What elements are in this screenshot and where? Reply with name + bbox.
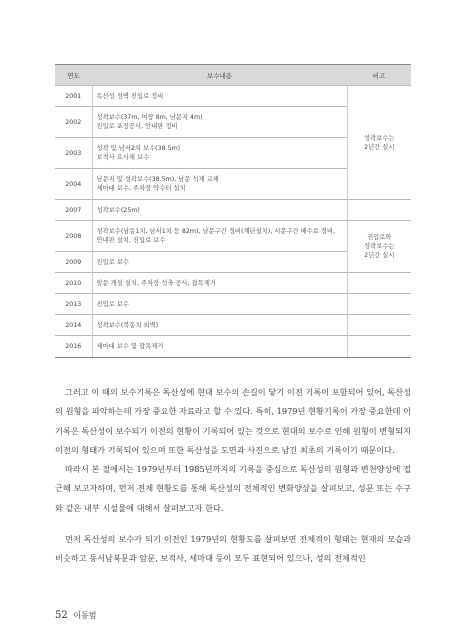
row-content-line: 성곽보수(남동1치, 남서1치 등 82m), 남문구간 정비(계단설치), 서문구간 배수로 정비, 안내판 설치, 진입로 보수 xyxy=(96,228,335,244)
row-content-line: 암문 개설 설치, 주차장 석축 공사, 잡목제거 xyxy=(96,279,216,287)
row-content xyxy=(92,221,347,252)
header-remark: 비고 xyxy=(347,65,411,86)
row-content-line: 세마대 보수 및 잡목제거 xyxy=(96,342,164,350)
header-content: 보수내용 xyxy=(92,65,347,86)
row-content xyxy=(92,107,347,138)
remark-line: 2년간 실시 xyxy=(364,143,395,151)
row-content-line: 성곽보수(37m, 여장 8m, 남문지 4m) xyxy=(96,114,203,121)
header-year: 연도 xyxy=(55,65,92,86)
page-footer xyxy=(55,610,96,621)
row-content xyxy=(92,86,347,107)
row-content xyxy=(92,294,347,315)
row-remark xyxy=(347,315,411,336)
table-row xyxy=(55,200,411,221)
row-remark xyxy=(347,336,411,357)
paragraph: 그러고 이 때의 보수기록은 독산성에 현대 보수의 손길이 닿기 이전 기록이 포함되어 있어, 독산성의 원형을 파악하는데 가장 중요한 자료라고 할 수 있다. 특히, 1979년 현황기록이 가장 중요한데 이 기록은 독산성이 보수되기 이전의 현황이 기록되어 있는 것으로 현대의 보수로 인해 원형이 변형되지 이전의 형태가 기록되어 있으며 또한 독산성을 도면과 사진으로 남긴 최초의 기록이기 때문이다. xyxy=(55,387,411,455)
row-content-line: 진입로 포장공사, 안내판 정비 xyxy=(96,123,178,130)
repair-history-table xyxy=(55,65,411,357)
row-content-line: 진입로 보수 xyxy=(96,300,129,308)
row-year: 2008 xyxy=(55,221,92,252)
row-year: 2001 xyxy=(55,86,92,107)
remark-line: 진입로와 xyxy=(367,234,392,241)
row-year: 2016 xyxy=(55,336,92,357)
remark-line: 성곽보수는 xyxy=(364,243,395,250)
row-year: 2014 xyxy=(55,315,92,336)
page-number: 52 xyxy=(55,610,68,621)
remark-line: 2년간 실시 xyxy=(364,252,395,259)
table-row xyxy=(55,315,411,336)
row-year: 2009 xyxy=(55,252,92,273)
row-content-line: 세마대 보수, 주차장 약수터 설치 xyxy=(96,185,186,192)
row-content xyxy=(92,315,347,336)
row-content-line: 성곽보수(북동치 외벽) xyxy=(96,321,159,329)
table-row xyxy=(55,221,411,252)
row-remark xyxy=(347,86,411,200)
row-content xyxy=(92,200,347,221)
paragraph: 먼저 독산성의 보수가 되기 이전인 1979년의 현황도를 살펴보면 전체적이 형태는 현재의 모습과 비슷하고 동서남북문과 암문, 보적사, 세마대 등이 모두 표현되어 있으나, 성의 전체적인 xyxy=(55,534,411,564)
author-name: 이동범 xyxy=(73,611,97,620)
row-content-line: 성곽 및 남서2치 보수(38.5m) xyxy=(96,145,181,152)
table-row xyxy=(55,86,411,107)
row-content xyxy=(92,138,347,169)
paragraph: 따라서 본 절에서는 1979년부터 1985년까지의 기록을 중심으로 독산성의 원형과 변천양상에 접근해 보고자하며, 먼저 전체 현황도를 통해 독산성의 전체적인 변화양상을 살펴보고, 성문 또는 수구와 같은 내부 시설물에 대해서 살펴보고자 한다. xyxy=(55,464,411,513)
row-content-line: 진입로 보수 xyxy=(96,258,129,266)
table-row xyxy=(55,273,411,294)
row-content xyxy=(92,252,347,273)
remark-line: 성곽보수는 xyxy=(364,134,395,142)
row-year: 2007 xyxy=(55,200,92,221)
row-content xyxy=(92,336,347,357)
table-header-row xyxy=(55,65,411,86)
row-remark xyxy=(347,200,411,221)
row-remark xyxy=(347,273,411,294)
row-year: 2002 xyxy=(55,107,92,138)
row-content xyxy=(92,169,347,200)
row-content-line: 독산성 성벽 진입로 정비 xyxy=(96,92,164,100)
row-year: 2004 xyxy=(55,169,92,200)
row-remark xyxy=(347,221,411,273)
row-content-line: 성곽보수(25m) xyxy=(96,206,140,214)
table-row xyxy=(55,294,411,315)
row-content-line: 보적사 요사채 보수 xyxy=(96,154,150,161)
body-text xyxy=(55,383,411,569)
repair-history-table-wrapper xyxy=(55,64,411,358)
row-year: 2013 xyxy=(55,294,92,315)
row-content-line: 남문지 및 성곽보수(38.5m), 남문 석재 교체 xyxy=(96,176,219,183)
row-content xyxy=(92,273,347,294)
row-year: 2003 xyxy=(55,138,92,169)
table-row xyxy=(55,336,411,357)
row-remark xyxy=(347,294,411,315)
row-year: 2010 xyxy=(55,273,92,294)
